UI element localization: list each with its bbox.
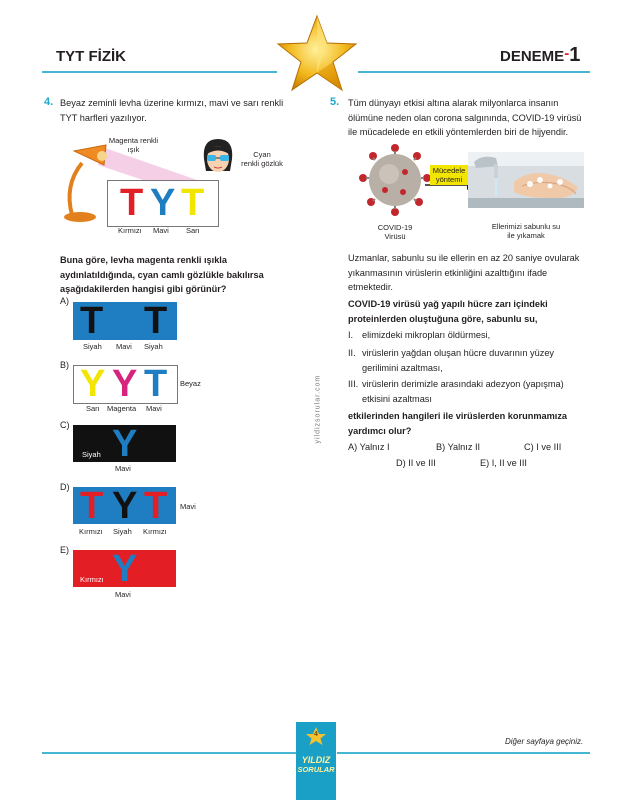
star-logo-icon (276, 14, 358, 92)
question-4-stem: Buna göre, levha magenta renkli ışıkla aydınlatıldığında, cyan camlı gözlükle bakılırsa aşağıdakilerden hangisi gibi görünür? (60, 255, 264, 294)
option-a-caption-2: Mavi (116, 342, 132, 351)
option-d-letter-3: T (144, 485, 168, 527)
answer-e[interactable]: E) I, II ve III (480, 458, 527, 468)
option-e-inner-label: Kırmızı (80, 575, 104, 584)
board-letter-2: Y (150, 182, 176, 224)
option-e-caption-2: Mavi (115, 590, 131, 599)
board-caption-2: Mavi (153, 226, 169, 235)
answer-d[interactable]: D) II ve III (396, 458, 436, 468)
option-a-caption-1: Siyah (83, 342, 102, 351)
option-a-letter-3: T (144, 300, 168, 342)
header-line-right (358, 71, 590, 73)
option-c-caption-2: Mavi (115, 464, 131, 473)
option-d-caption-3: Kırmızı (143, 527, 167, 536)
answer-c[interactable]: C) I ve III (524, 442, 562, 452)
option-b-side-label: Beyaz (180, 379, 201, 388)
brand-line-1: YILDIZ (301, 755, 331, 765)
option-b-letter-1: Y (80, 363, 106, 405)
option-b-caption-3: Mavi (146, 404, 162, 413)
board-letter-1: T (120, 182, 144, 224)
board-caption-3: Sarı (186, 226, 200, 235)
footer-line-right (337, 752, 590, 754)
question-4-number: 4. (44, 96, 54, 108)
board-letter-3: T (181, 182, 205, 224)
question-5-number: 5. (330, 96, 340, 108)
option-e-label[interactable]: E) (60, 545, 69, 555)
option-d-letter-2: Y (112, 485, 138, 527)
question-5-intro: Tüm dünyayı etkisi altına alarak milyonlarca insanın ölümüne neden olan corona salgınında, COVID-19 virüsü ile mücadelede en etkili yöntemlerden biri de hijyendir. (348, 98, 582, 137)
answer-a[interactable]: A) Yalnız I (348, 442, 390, 452)
option-b-caption-1: Sarı (86, 404, 100, 413)
subject-title: TYT FİZİK (56, 48, 126, 65)
option-d-caption-1: Kırmızı (79, 527, 103, 536)
option-a-caption-3: Siyah (144, 342, 163, 351)
answer-b[interactable]: B) Yalnız II (436, 442, 481, 452)
option-b-label[interactable]: B) (60, 360, 69, 370)
option-d-caption-2: Siyah (113, 527, 132, 536)
statement-2: II. virüslerin yağdan oluşan hücre duvarının yüzey gerilimini azaltması, (348, 348, 555, 373)
page-number: 4 (314, 731, 318, 738)
handwash-caption: Ellerimizi sabunlu su ile yıkamak (491, 222, 561, 240)
brand-logo (296, 722, 336, 800)
virus-caption: COVID-19 Virüsü (377, 223, 413, 241)
question-5-stem: COVID-19 virüsü yağ yapılı hücre zarı içindeki proteinlerden oluştuğuna göre, sabunlu su, (348, 299, 548, 324)
question-5-end: etkilerinden hangileri ile virüslerden korunmamıza yardımcı olur? (348, 411, 568, 436)
option-d-letter-1: T (80, 485, 104, 527)
lamp-label: Magenta renkli ışık (108, 136, 159, 154)
option-c-inner-label: Siyah (82, 450, 101, 459)
statement-3: III. virüslerin derimizle arasındaki adezyon (yapışma) etkisini azaltması (348, 379, 564, 404)
question-4-intro: Beyaz zeminli levha üzerine kırmızı, mavi ve sarı renkli TYT harfleri yazılıyor. (60, 98, 284, 123)
exam-title: DENEME-1 (500, 44, 581, 66)
option-e-letter-2: Y (112, 548, 138, 590)
footer-line-left (42, 752, 297, 754)
handwash-image (468, 152, 584, 208)
option-b-letter-3: T (144, 363, 168, 405)
viewer-label: Cyan renkli gözlük (241, 150, 283, 168)
viewer-face-icon (200, 137, 236, 177)
statement-1: I. elimizdeki mikropları öldürmesi, (348, 330, 491, 340)
option-a-label[interactable]: A) (60, 296, 69, 306)
next-page-note: Diğer sayfaya geçiniz. (505, 737, 584, 746)
board-caption-1: Kırmızı (118, 226, 142, 235)
option-b-caption-2: Magenta (107, 404, 137, 413)
question-5-paragraph: Uzmanlar, sabunlu su ile ellerin en az 20 saniye ovularak yıkanmasının virüslerin etkinliğini azalttığını ifade etmektedir. (348, 253, 580, 292)
virus-image (355, 142, 435, 217)
option-c-letter-2: Y (112, 423, 138, 465)
option-a-letter-1: T (80, 300, 104, 342)
option-c-label[interactable]: C) (60, 420, 70, 430)
brand-line-2: SORULAR (297, 765, 335, 774)
option-d-side-label: Mavi (180, 502, 196, 511)
method-label-box: Mücedele yöntemi (430, 165, 468, 185)
option-d-label[interactable]: D) (60, 482, 70, 492)
option-b-letter-2: Y (112, 363, 138, 405)
site-watermark: yildizsorular.com (314, 374, 322, 444)
header-line-left (42, 71, 277, 73)
